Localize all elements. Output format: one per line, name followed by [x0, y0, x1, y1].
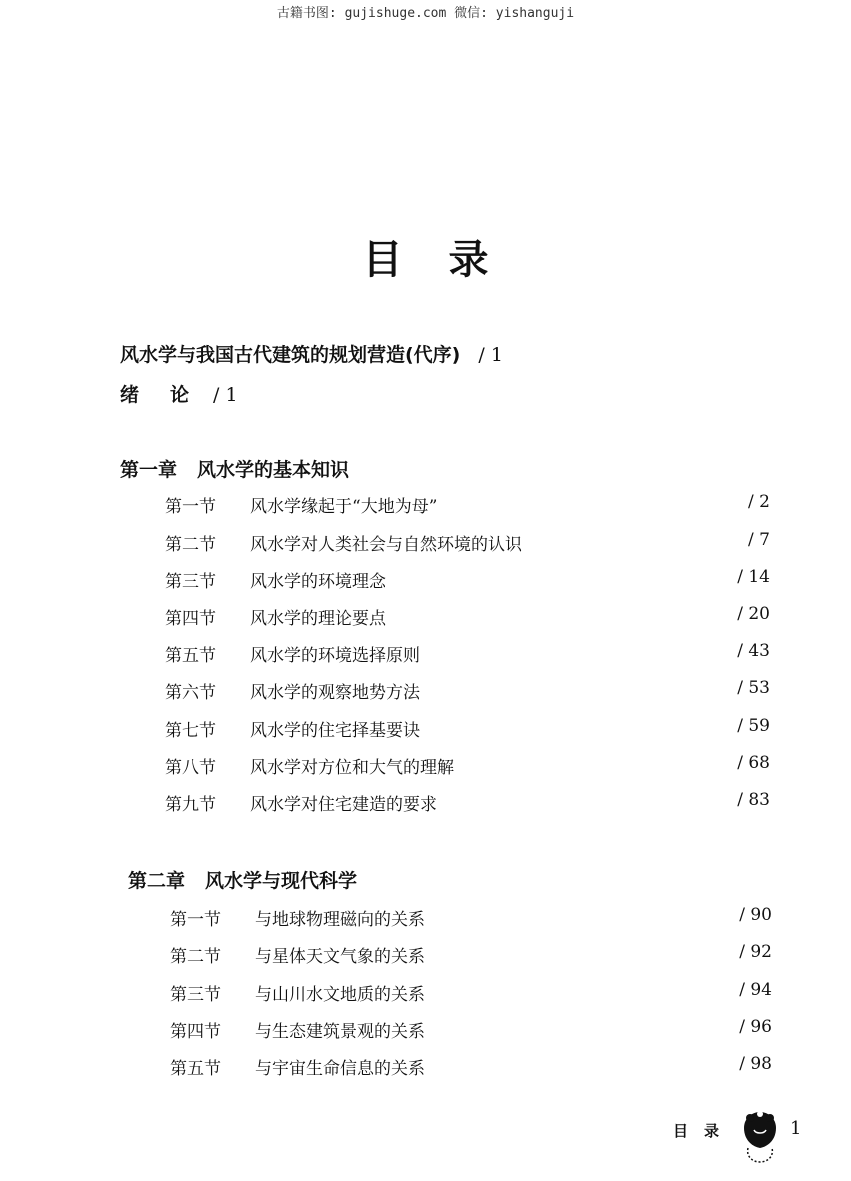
toc-entry[interactable] [165, 753, 770, 778]
section-label: 第三节 [165, 572, 216, 592]
section-title: 与山川水文地质的关系 [255, 985, 425, 1005]
section-page: / 14 [737, 567, 770, 587]
chapter-heading[interactable] [120, 455, 349, 482]
section-label: 第四节 [165, 609, 216, 629]
section-title: 风水学的理论要点 [250, 609, 386, 629]
toc-entry[interactable] [165, 790, 770, 815]
toc-entry[interactable] [165, 641, 770, 666]
section-title: 风水学缘起于“大地为母” [250, 497, 438, 517]
section-page: / 7 [748, 530, 770, 550]
section-page: / 98 [739, 1054, 772, 1074]
section-page: / 83 [737, 790, 770, 810]
floral-ornament-icon [738, 1108, 782, 1164]
chapter-label: 第二章 [128, 870, 186, 892]
section-page: / 94 [739, 980, 772, 1000]
toc-entry[interactable] [165, 530, 770, 555]
section-page: / 96 [739, 1017, 772, 1037]
section-label: 第四节 [170, 1022, 221, 1042]
section-title: 与星体天文气象的关系 [255, 947, 425, 967]
section-title: 与生态建筑景观的关系 [255, 1022, 425, 1042]
section-label: 第六节 [165, 683, 216, 703]
section-label: 第三节 [170, 985, 221, 1005]
chapter-title: 风水学与现代科学 [205, 870, 358, 892]
section-title: 风水学的住宅择基要诀 [250, 721, 420, 741]
toc-entry[interactable] [170, 942, 772, 967]
section-title: 与宇宙生命信息的关系 [255, 1059, 425, 1079]
page-title: 目录 [362, 237, 535, 283]
toc-entry[interactable] [165, 492, 770, 517]
section-label: 第五节 [170, 1059, 221, 1079]
section-title: 风水学对人类社会与自然环境的认识 [250, 535, 522, 555]
section-page: / 53 [737, 678, 770, 698]
page-number: 1 [790, 1118, 802, 1139]
section-page: / 59 [737, 716, 770, 736]
preface-entry[interactable] [120, 340, 503, 367]
watermark: 古籍书图: gujishuge.com 微信: yishanguji [276, 6, 575, 21]
intro-page: / 1 [213, 384, 238, 406]
section-title: 风水学的环境理念 [250, 572, 386, 592]
section-page: / 20 [737, 604, 770, 624]
toc-entry[interactable] [165, 567, 770, 592]
preface-page: / 1 [478, 344, 503, 366]
intro-entry[interactable] [120, 380, 238, 407]
section-label: 第二节 [165, 535, 216, 555]
toc-entry[interactable] [170, 980, 772, 1005]
section-label: 第九节 [165, 795, 216, 815]
section-label: 第七节 [165, 721, 216, 741]
chapter-title: 风水学的基本知识 [197, 459, 350, 481]
section-label: 第五节 [165, 646, 216, 666]
section-page: / 43 [737, 641, 770, 661]
section-title: 风水学对住宅建造的要求 [250, 795, 437, 815]
section-label: 第八节 [165, 758, 216, 778]
toc-entry[interactable] [165, 604, 770, 629]
section-title: 与地球物理磁向的关系 [255, 910, 425, 930]
intro-title: 绪 论 [120, 384, 196, 406]
toc-entry[interactable] [165, 678, 770, 703]
section-page: / 2 [748, 492, 770, 512]
toc-entry[interactable] [170, 1017, 772, 1042]
section-label: 第一节 [170, 910, 221, 930]
section-page: / 90 [739, 905, 772, 925]
toc-entry[interactable] [170, 1054, 772, 1079]
section-label: 第一节 [165, 497, 216, 517]
section-page: / 68 [737, 753, 770, 773]
chapter-label: 第一章 [120, 459, 178, 481]
toc-entry[interactable] [170, 905, 772, 930]
section-label: 第二节 [170, 947, 221, 967]
section-title: 风水学对方位和大气的理解 [250, 758, 454, 778]
chapter-heading[interactable] [128, 866, 357, 893]
section-page: / 92 [739, 942, 772, 962]
preface-title: 风水学与我国古代建筑的规划营造(代序) [120, 344, 461, 366]
section-title: 风水学的环境选择原则 [250, 646, 420, 666]
toc-entry[interactable] [165, 716, 770, 741]
section-title: 风水学的观察地势方法 [250, 683, 420, 703]
footer-label: 目录 [673, 1122, 736, 1140]
